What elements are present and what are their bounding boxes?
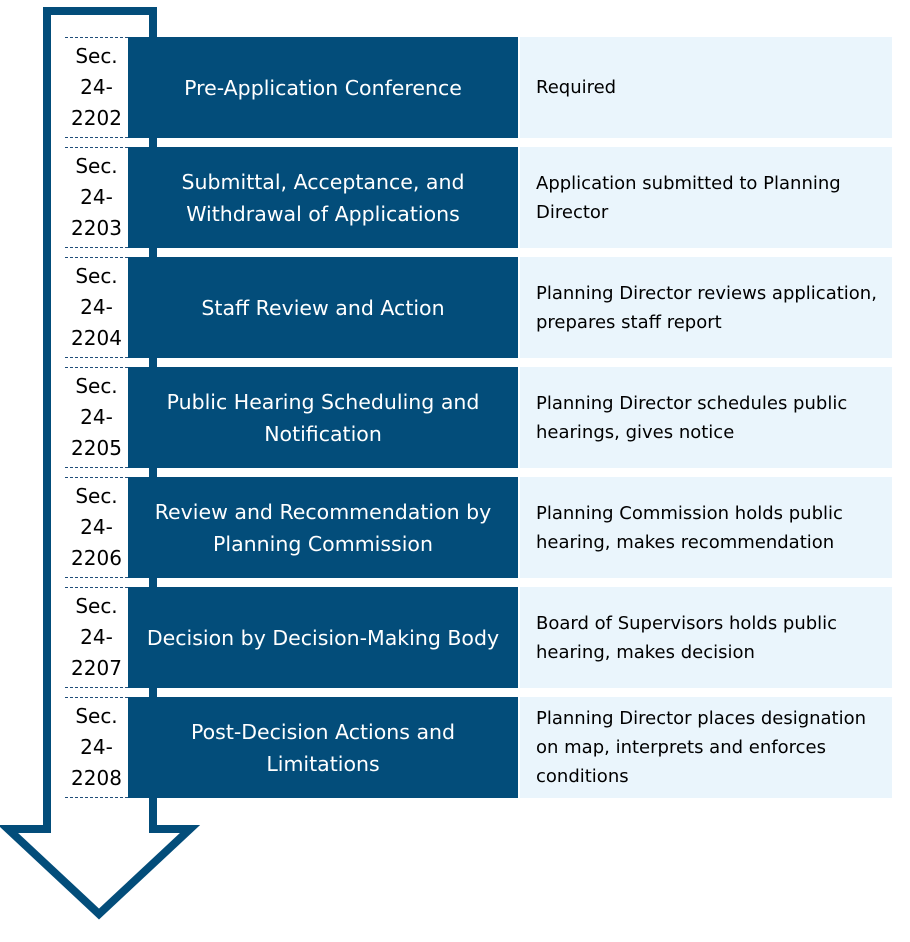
section-number-line: Sec. [75, 704, 118, 728]
step-title: Public Hearing Scheduling and Notification [128, 367, 518, 468]
step-description: Board of Supervisors holds public hearing, makes decision [520, 587, 892, 688]
section-number-line: Sec. [75, 264, 118, 288]
section-number [65, 37, 128, 138]
section-number-line: 24- [80, 75, 113, 99]
section-number [65, 587, 128, 688]
step-title: Pre-Application Conference [128, 37, 518, 138]
section-number-line: 24- [80, 295, 113, 319]
section-number-line: Sec. [75, 594, 118, 618]
section-number-line: 24- [80, 735, 113, 759]
section-number-line: 2207 [71, 656, 122, 680]
section-number [65, 477, 128, 578]
step-title: Staff Review and Action [128, 257, 518, 358]
step-title: Submittal, Acceptance, and Withdrawal of Applications [128, 147, 518, 248]
step-row [65, 477, 892, 578]
section-number [65, 367, 128, 468]
section-number-line: Sec. [75, 374, 118, 398]
step-row [65, 147, 892, 248]
section-number-line: 2206 [71, 546, 122, 570]
step-description: Required [520, 37, 892, 138]
step-row [65, 587, 892, 688]
section-number-line: Sec. [75, 154, 118, 178]
section-number-line: Sec. [75, 484, 118, 508]
section-number-line: Sec. [75, 44, 118, 68]
section-number-line: 2204 [71, 326, 122, 350]
section-number-line: 2202 [71, 106, 122, 130]
section-number [65, 147, 128, 248]
step-description: Planning Director reviews application, prepares staff report [520, 257, 892, 358]
section-number-line: 24- [80, 515, 113, 539]
step-description: Planning Director places designation on map, interprets and enforces conditions [520, 697, 892, 798]
section-number-line: 2203 [71, 216, 122, 240]
step-description: Planning Director schedules public hearings, gives notice [520, 367, 892, 468]
step-row [65, 697, 892, 798]
section-number-line: 24- [80, 405, 113, 429]
step-title: Post-Decision Actions and Limitations [128, 697, 518, 798]
section-number-line: 24- [80, 625, 113, 649]
section-number-line: 24- [80, 185, 113, 209]
section-number-line: 2205 [71, 436, 122, 460]
step-row [65, 257, 892, 358]
step-title: Decision by Decision-Making Body [128, 587, 518, 688]
section-number [65, 257, 128, 358]
step-row [65, 37, 892, 138]
step-title: Review and Recommendation by Planning Commission [128, 477, 518, 578]
step-row [65, 367, 892, 468]
step-description: Application submitted to Planning Director [520, 147, 892, 248]
section-number [65, 697, 128, 798]
section-number-line: 2208 [71, 766, 122, 790]
step-description: Planning Commission holds public hearing, makes recommendation [520, 477, 892, 578]
